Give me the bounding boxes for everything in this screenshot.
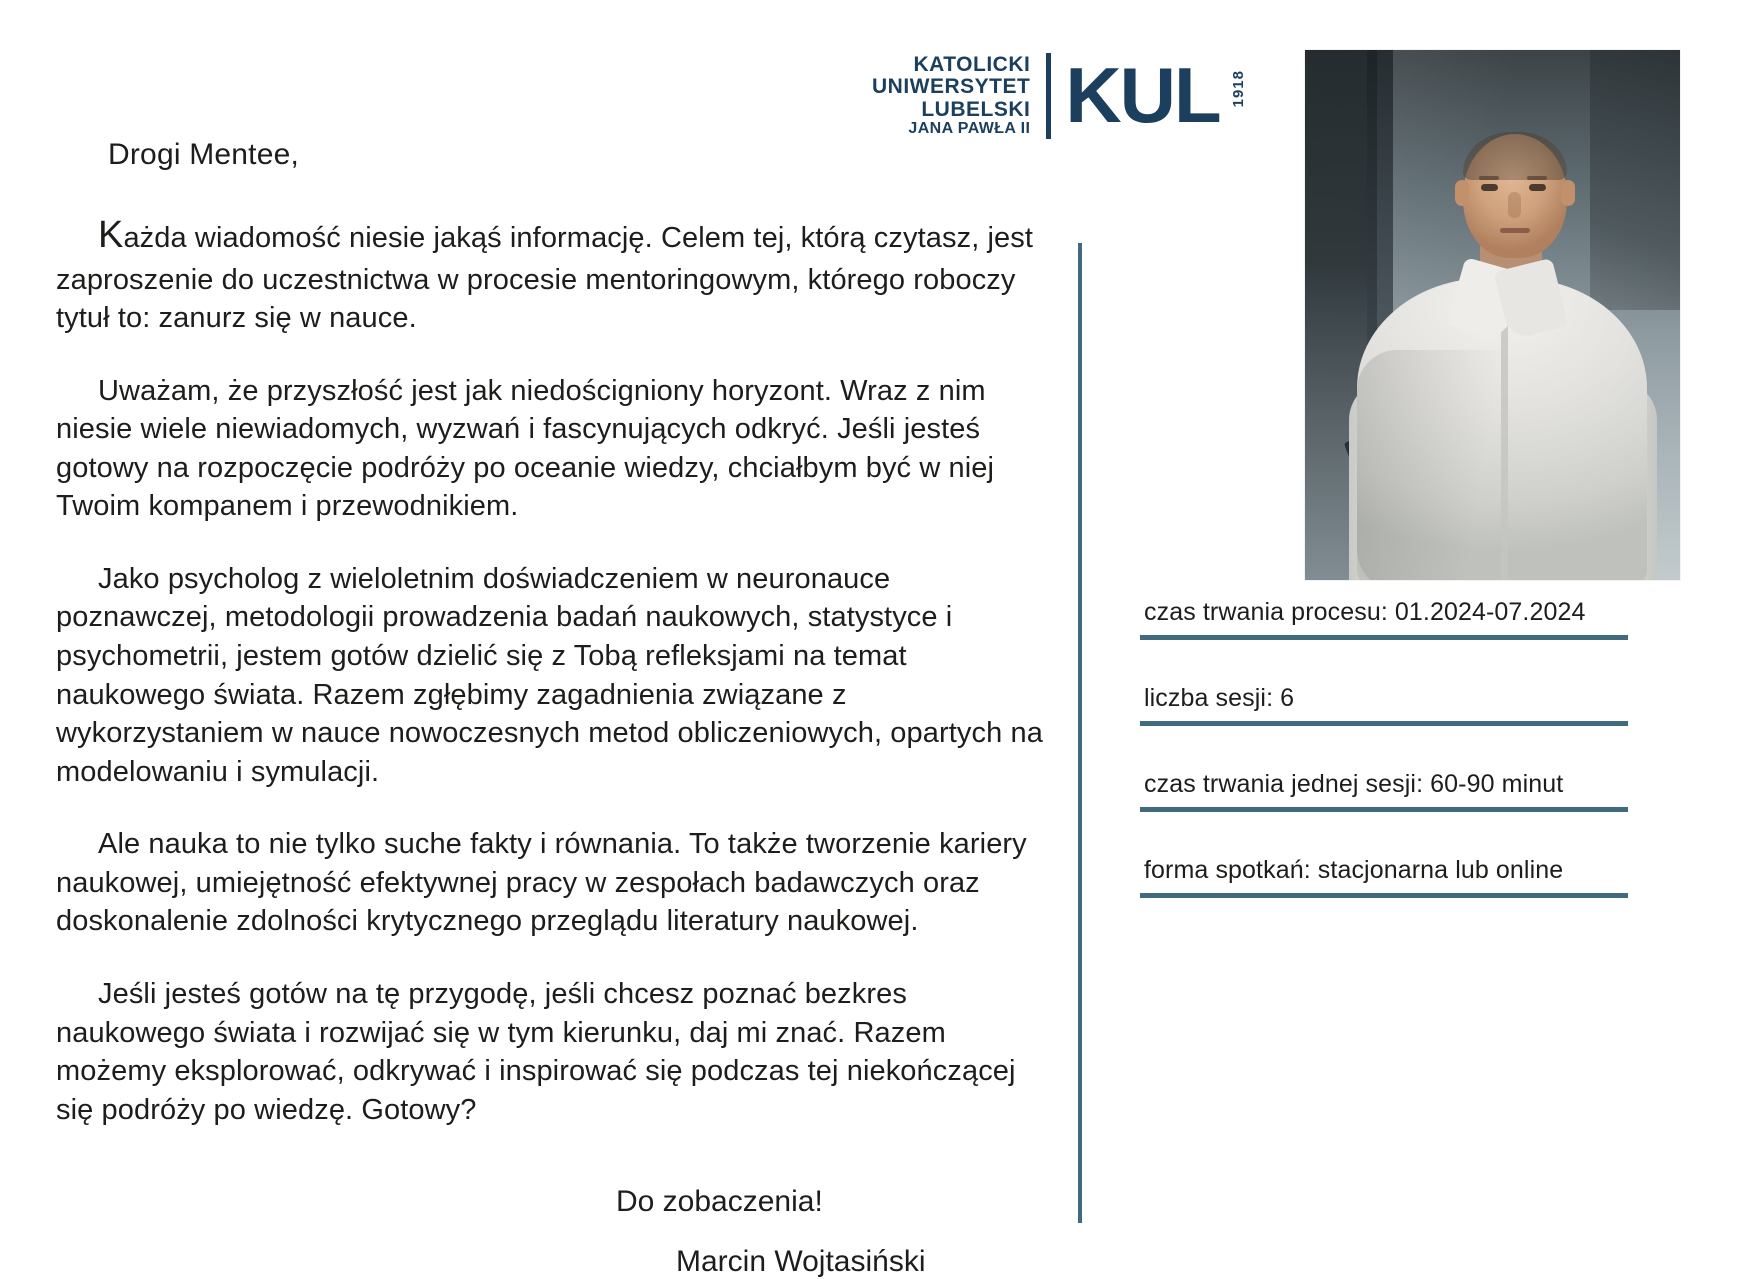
letter-paragraph-5: Jeśli jesteś gotów na tę przygodę, jeśli chcesz poznać bezkres naukowego świata i rozwijać się w tym kierunku, daj mi znać. Razem możemy eksplorować, odkrywać i inspirować się podczas tej niekończącej się podróży po wiedzę. Gotowy? bbox=[56, 977, 1016, 1126]
kul-logo bbox=[872, 48, 1246, 144]
kul-logo-divider-icon bbox=[1046, 53, 1051, 139]
letter-paragraph-1-text: ażda wiadomość niesie jakąś informację. Celem tej, którą czytasz, jest zaproszenie do uczestnictwa w procesie mentoringowym, którego roboczy tytuł to: zanurz się w nauce. bbox=[56, 222, 1034, 335]
detail-meeting-format: forma spotkań: stacjonarna lub online bbox=[1144, 856, 1564, 884]
kul-logo-year: 1918 bbox=[1230, 70, 1248, 108]
portrait-background-frame-right bbox=[1590, 50, 1680, 310]
letter-closing: Do zobaczenia! bbox=[616, 1185, 823, 1219]
detail-duration: czas trwania procesu: 01.2024-07.2024 bbox=[1144, 598, 1586, 626]
kul-logo-acronym bbox=[1065, 51, 1248, 140]
column-divider bbox=[1078, 243, 1082, 1223]
kul-logo-line-3: LUBELSKI bbox=[921, 97, 1031, 121]
portrait-mouth bbox=[1500, 228, 1530, 233]
letter-paragraph-3: Jako psycholog z wieloletnim doświadczeniem w neuronauce poznawczej, metodologii prowadzenia badań naukowych, statystyce i psychometrii, jestem gotów dzielić się z Tobą refleksjami na temat naukowego świata. Razem zgłębimy zagadnienia związane z wykorzystaniem w nauce nowoczesnych metod obliczeniowych, opartych na modelowaniu i symulacji. bbox=[56, 562, 1043, 788]
kul-logo-line-1: KATOLICKI bbox=[913, 53, 1031, 77]
portrait-eye-left bbox=[1481, 184, 1498, 191]
letter-paragraph-2: Uważam, że przyszłość jest jak niedościgniony horyzont. Wraz z nim niesie wiele niewiadomych, wyzwań i fascynujących odkryć. Jeśli jesteś gotowy na rozpoczęcie podróży po oceanie wiedzy, chciałbym być w niej Twoim kompanem i przewodnikiem. bbox=[56, 374, 995, 523]
detail-rule bbox=[1140, 721, 1628, 726]
portrait-eye-right bbox=[1529, 184, 1546, 191]
process-details-list bbox=[1140, 598, 1630, 942]
list-item bbox=[1140, 856, 1630, 898]
mentor-portrait-photo bbox=[1305, 50, 1680, 580]
list-item bbox=[1140, 770, 1630, 812]
portrait-shirt-placket bbox=[1501, 300, 1508, 580]
portrait-background-frame-inner bbox=[1367, 50, 1393, 350]
letter-paragraph-4: Ale nauka to nie tylko suche fakty i równania. To także tworzenie kariery naukowej, umiejętność efektywnej pracy w zespołach badawczych oraz doskonalenie zdolności krytycznego przeglądu literatury naukowej. bbox=[56, 828, 1027, 938]
kul-logo-wordmark bbox=[872, 54, 1030, 138]
portrait-nose bbox=[1508, 192, 1521, 218]
kul-logo-line-2: UNIWERSYTET bbox=[872, 75, 1031, 99]
letter-paragraph-1 bbox=[56, 210, 1046, 338]
list-item bbox=[1140, 598, 1630, 640]
kul-logo-acronym-text: KUL bbox=[1065, 51, 1220, 140]
kul-logo-line-4: JANA PAWŁA II bbox=[908, 119, 1031, 137]
detail-rule bbox=[1140, 635, 1628, 640]
letter-body bbox=[56, 138, 1046, 1279]
detail-rule bbox=[1140, 893, 1628, 898]
letter-dropcap: K bbox=[98, 214, 124, 256]
detail-rule bbox=[1140, 807, 1628, 812]
portrait-ear-right bbox=[1561, 180, 1575, 206]
portrait-ear-left bbox=[1455, 180, 1469, 206]
detail-session-count: liczba sesji: 6 bbox=[1144, 684, 1295, 712]
list-item bbox=[1140, 684, 1630, 726]
portrait-brow-left bbox=[1479, 176, 1499, 180]
detail-session-length: czas trwania jednej sesji: 60-90 minut bbox=[1144, 770, 1564, 798]
portrait-brow-right bbox=[1527, 176, 1547, 180]
letter-salutation: Drogi Mentee, bbox=[108, 138, 300, 171]
letter-signature: Marcin Wojtasiński bbox=[676, 1245, 926, 1279]
